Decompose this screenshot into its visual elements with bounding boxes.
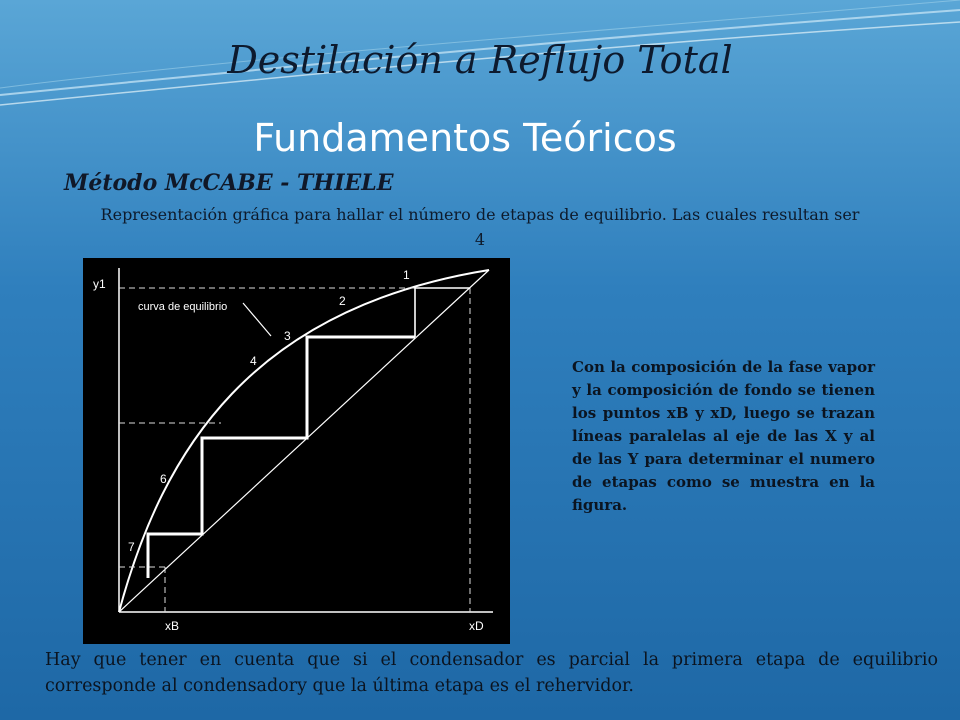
stage-number-4: 4 — [250, 354, 257, 368]
stage-number-1: 1 — [403, 268, 410, 282]
diagonal-line — [119, 270, 489, 612]
xD-label: xD — [469, 619, 484, 633]
mccabe-thiele-diagram — [83, 258, 510, 644]
xB-label: xB — [165, 619, 180, 633]
slide-subtitle: Fundamentos Teóricos — [253, 116, 677, 160]
stage-number-7: 7 — [128, 540, 135, 554]
slide-title: Destilación a Reflujo Total — [227, 38, 733, 82]
curve-label: curva de equilibrio — [138, 301, 228, 313]
y1-axis-label: y1 — [93, 277, 106, 291]
main-stage-steps — [148, 337, 415, 578]
stage-number-2: 2 — [339, 294, 346, 308]
diagram-svg — [83, 258, 510, 644]
method-heading: Método McCABE - THIELE — [64, 170, 394, 196]
curve-label-pointer — [243, 303, 271, 336]
footer-note: Hay que tener en cuenta que si el condensador es parcial la primera etapa de equilibrio corresponde al condensadory que la última etapa es el rehervidor. — [45, 650, 938, 696]
stage-number-6: 6 — [160, 472, 167, 486]
stage-number-3: 3 — [284, 329, 291, 343]
figure-caption: Representación gráfica para hallar el número de etapas de equilibrio. Las cuales resultan ser 4 — [100, 205, 860, 249]
explanation-text: Con la composición de la fase vapor y la composición de fondo se tienen los puntos xB y xD, luego se trazan líneas paralelas al eje de las X y al de las Y para determinar el numero de etapas como se muestra en la figura. — [572, 358, 875, 514]
